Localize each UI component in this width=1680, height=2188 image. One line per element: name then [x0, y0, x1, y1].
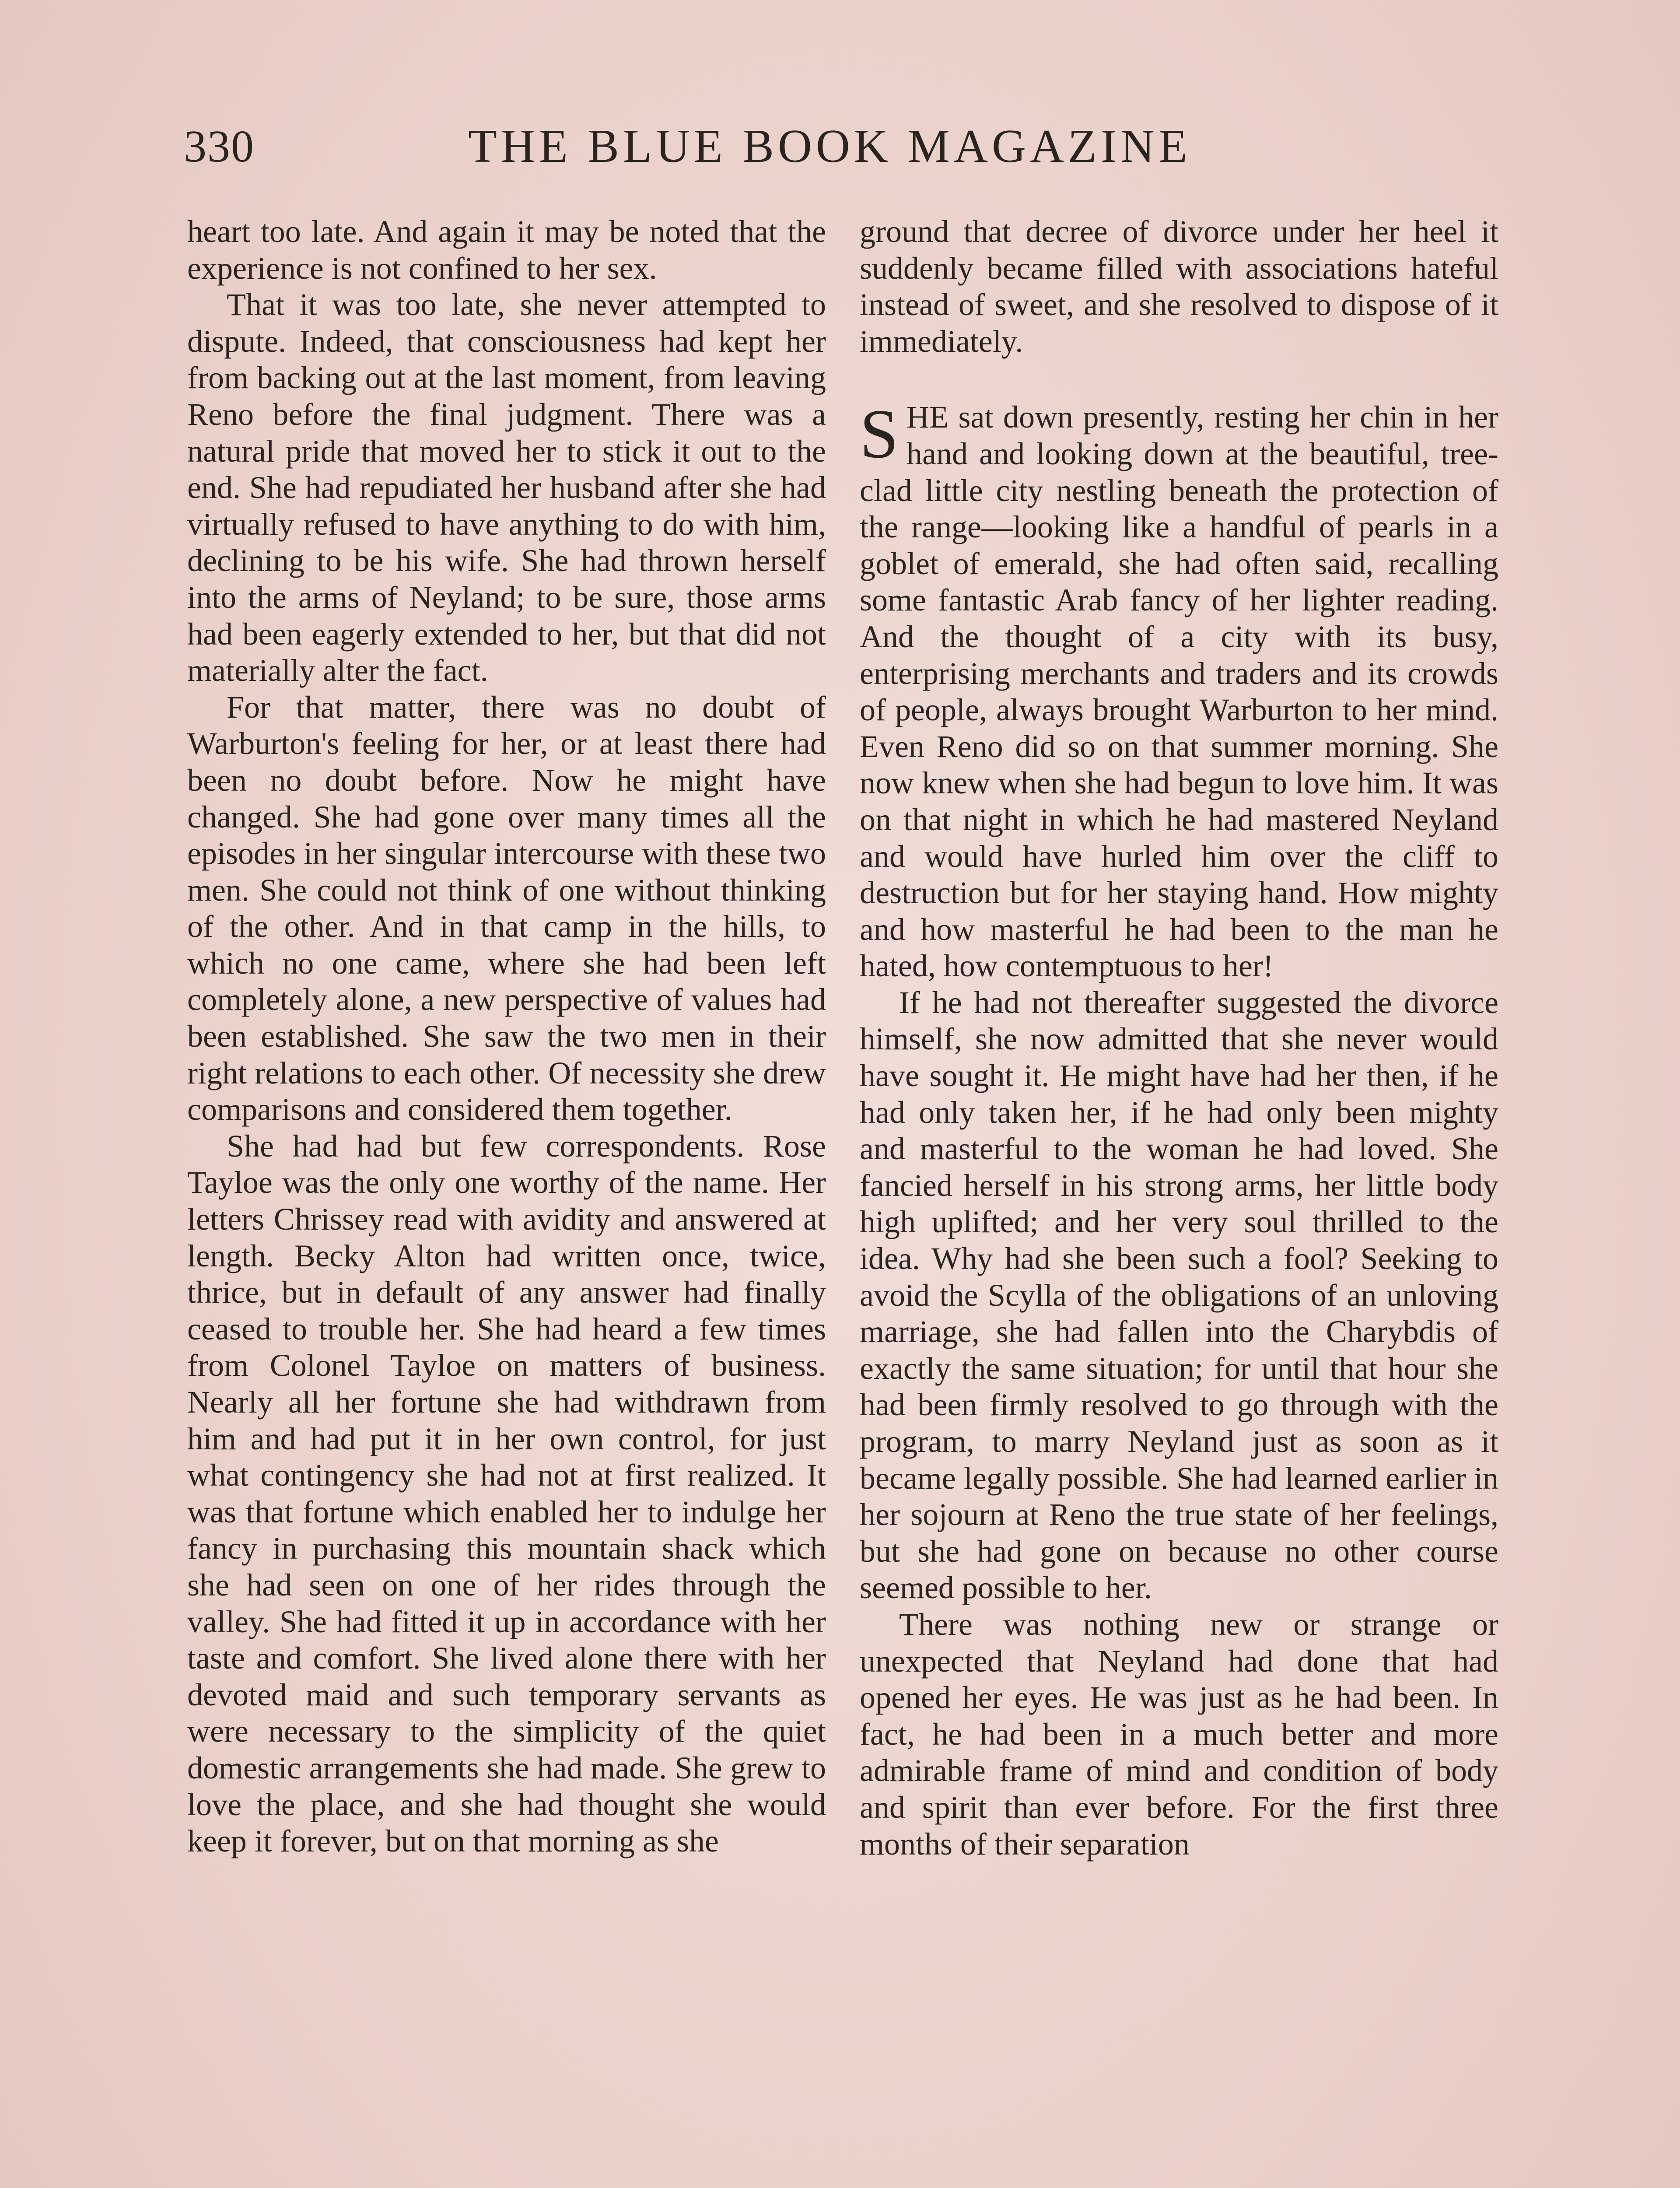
right-text-column [860, 214, 1498, 1862]
paragraph: For that matter, there was no doubt of Warburton's feeling for her, or at least there had been no doubt before. Now he might have changed. She had gone over many times all the episodes in her singular intercourse with these two men. She could not think of one without thinking of the other. And in that camp in the hills, to which no one came, where she had been left completely alone, a new perspective of values had been established. She saw the two men in their right relations to each other. Of necessity she drew comparisons and considered them together. [187, 689, 826, 1127]
page-header [184, 118, 1505, 175]
paragraph: heart too late. And again it may be noted that the experience is not confined to her sex. [187, 214, 826, 286]
page-number: 330 [184, 121, 255, 172]
paragraph-text: HE sat down presently, resting her chin in her hand and looking down at the beautiful, tree-clad little city nestling beneath the protection of the range—looking like a handful of pearls in a goblet of emerald, she had often said, recalling some fantastic Arab fancy of her lighter reading. And the thought of a city with its busy, enterprising merchants and traders and its crowds of people, always brought Warburton to her mind. Even Reno did so on that summer morning. She now knew when she had begun to love him. It was on that night in which he had mastered Neyland and would have hurled him over the cliff to destruction but for her staying hand. How mighty and how masterful he had been to the man he hated, how contemptuous to her! [860, 400, 1498, 984]
drop-cap: S [860, 395, 899, 473]
section-opening-paragraph [860, 395, 1498, 985]
paragraph: If he had not thereafter suggested the divorce himself, she now admitted that she never would have sought it. He might have had her then, if he had only taken her, if he had only been mighty and masterful to the woman he had loved. She fancied herself in his strong arms, her little body high uplifted; and her very soul thrilled to the idea. Why had she been such a fool? Seeking to avoid the Scylla of the obligations of an unloving marriage, she had fallen into the Charybdis of exactly the same situation; for until that hour she had been firmly resolved to go through with the program, to marry Neyland just as soon as it became legally possible. She had learned earlier in her sojourn at Reno the true state of her feelings, but she had gone on because no other course seemed possible to her. [860, 985, 1498, 1606]
paragraph: There was nothing new or strange or unexpected that Neyland had done that had opened her eyes. He was just as he had been. In fact, he had been in a much better and more admirable frame of mind and condition of body and spirit than ever before. For the first three months of their separation [860, 1606, 1498, 1862]
paragraph: ground that decree of divorce under her heel it suddenly became filled with associations hateful instead of sweet, and she resolved to dispose of it immediately. [860, 214, 1498, 359]
paragraph: That it was too late, she never attempted to dispute. Indeed, that consciousness had kept her from backing out at the last moment, from leaving Reno before the final judgment. There was a natural pride that moved her to stick it out to the end. She had repudiated her husband after she had virtually refused to have anything to do with him, declining to be his wife. She had thrown herself into the arms of Neyland; to be sure, those arms had been eagerly extended to her, but that did not materially alter the fact. [187, 287, 826, 688]
paragraph: She had had but few correspondents. Rose Tayloe was the only one worthy of the name. Her letters Chrissey read with avidity and answered at length. Becky Alton had written once, twice, thrice, but in default of any answer had finally ceased to trouble her. She had heard a few times from Colonel Tayloe on matters of business. Nearly all her fortune she had withdrawn from him and had put it in her own control, for just what contingency she had not at first realized. It was that fortune which enabled her to indulge her fancy in purchasing this mountain shack which she had seen on one of her rides through the valley. She had fitted it up in accordance with her taste and comfort. She lived alone there with her devoted maid and such temporary servants as were necessary to the simplicity of the quiet domestic arrangements she had made. She grew to love the place, and she had thought she would keep it forever, but on that morning as she [187, 1128, 826, 1859]
magazine-title: THE BLUE BOOK MAGAZINE [468, 120, 1191, 172]
left-text-column [187, 214, 826, 1860]
